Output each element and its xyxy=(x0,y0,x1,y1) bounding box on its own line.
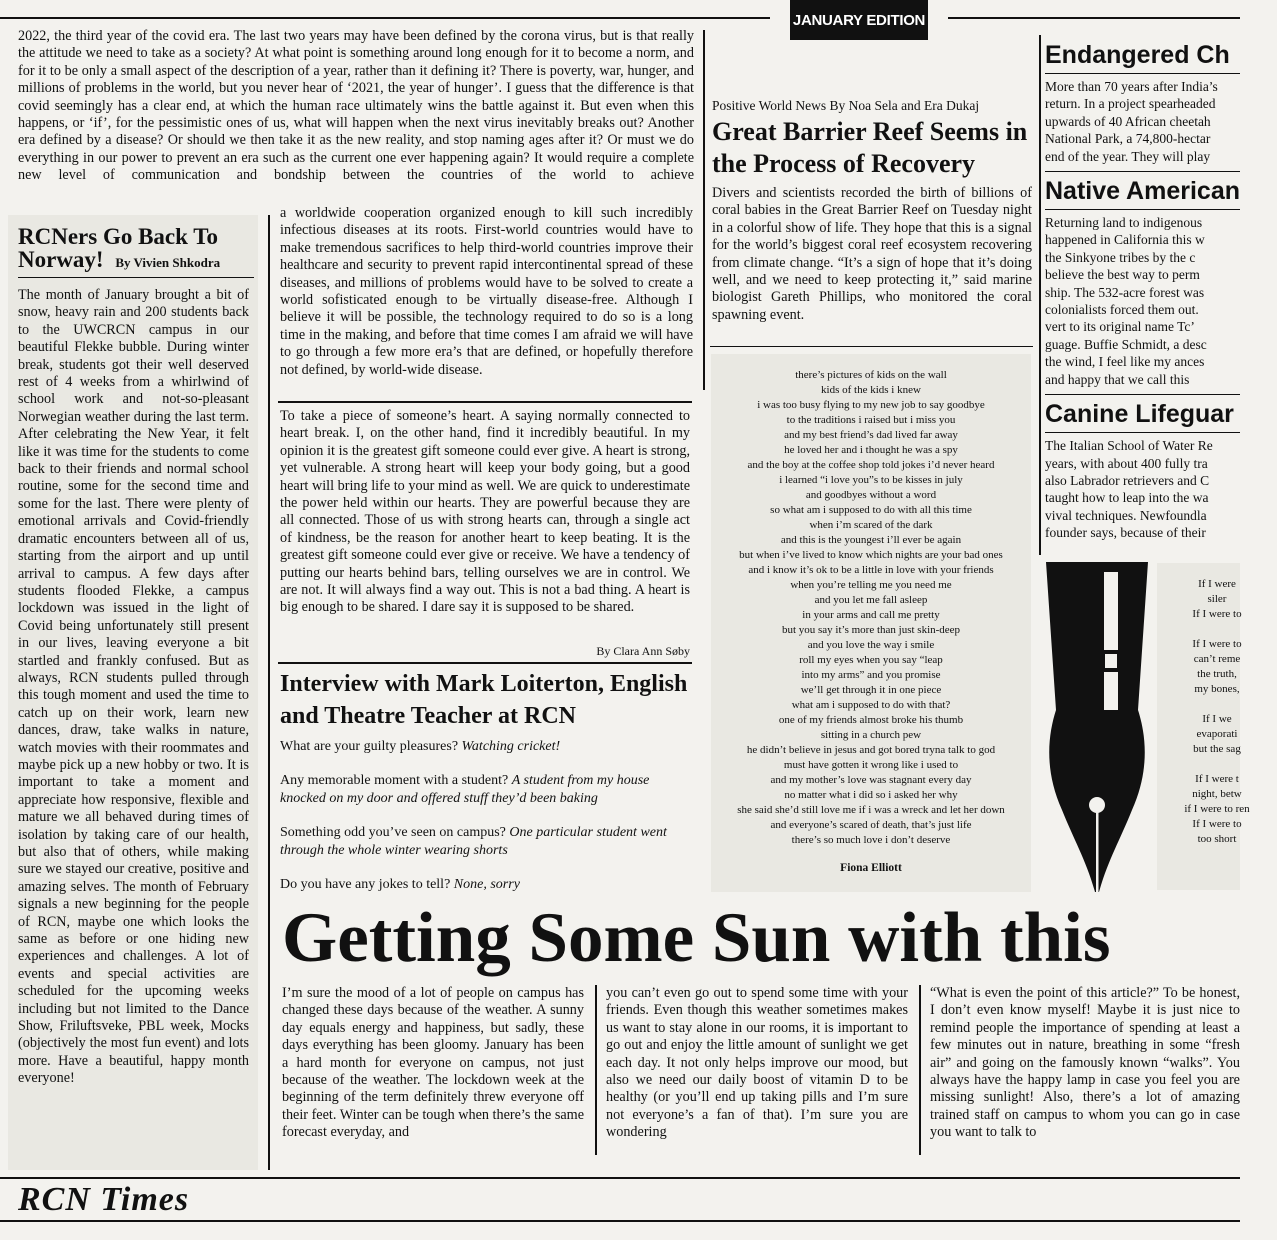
native-line: and happy that we call this xyxy=(1045,371,1190,387)
poem2-panel xyxy=(1157,563,1250,890)
rule-heart-top xyxy=(278,401,692,403)
poem-line: roll my eyes when you say “leap xyxy=(799,654,943,666)
rule-reef-bottom xyxy=(710,346,1033,347)
poem-line: and my mother’s love was stagnant every day xyxy=(770,774,972,786)
poem2-line: If I were to xyxy=(1192,608,1242,620)
cheetah-rule xyxy=(1045,73,1240,74)
reef-headline: Great Barrier Reef Seems in the Process of Recovery xyxy=(712,117,1028,178)
sun-col3: “What is even the point of this article?” To be honest, I don’t even know myself! Maybe it is just nice to remind people the importance of spending at least a few minutes out in nature, breathing in some “fresh air” and going on the famously known “walks”. You always have the happy lamp in case you feel you are missing sunlight! Also, there’s a lot of amazing trained staff on campus to whom you can go in case you want to talk to xyxy=(930,985,1240,1141)
poem2-line: my bones, xyxy=(1194,683,1240,695)
rule-interview-top xyxy=(278,662,692,664)
canine-line: vival techniques. Newfoundla xyxy=(1045,507,1207,523)
canine-body xyxy=(1045,437,1240,541)
canine-line: years, with about 400 fully tra xyxy=(1045,455,1208,471)
poem2-line xyxy=(1157,757,1277,772)
native-line: colonialists forced them out. xyxy=(1045,302,1199,318)
qa-item xyxy=(280,772,685,808)
divider-sun-2 xyxy=(919,985,921,1155)
poem-line: into my arms” and you promise xyxy=(801,669,941,681)
poem-line: and this is the youngest i’ll ever be again xyxy=(780,534,962,546)
poem2-line: but the sag xyxy=(1193,743,1241,755)
editorial-text: 2022, the third year of the covid era. The last two years may have been defined by the corona virus, but is that really the attitude we need to take as a society? At what point is something around long enough for it to become a norm, and for it to be only a small aspect of the description of a year, rather than it defining it? There is poverty, war, hunger, and millions of problems in the world, but you never hear of ‘2021, the year of hunger’. I guess that the difference is that covid seemingly has a clear end, at which the human race ultimately wins the battle against it. But even when this happens, or ‘if’, for the pessimistic ones of us, what will happen when the next virus inevitably breaks out? Another era defined by a disease? Or should we then take it as the new reality, and stop naming ages after it? Or must we do everything in our power to prevent an era such as the current one ever happening again? It would require a complete new level of communication and bondship between the countries of the world to achieve xyxy=(18,28,694,184)
interview-headline: Interview with Mark Loiterton, English and Theatre Teacher at RCN xyxy=(280,671,688,729)
canine-line: The Italian School of Water Re xyxy=(1045,438,1213,454)
poem-line: sitting in a church pew xyxy=(820,729,922,741)
native-rule xyxy=(1045,209,1240,210)
poem2-line: evaporati xyxy=(1196,728,1238,740)
native-line: ship. The 532-acre forest was xyxy=(1045,284,1205,300)
edition-label: JANUARY EDITION xyxy=(792,11,926,29)
native-line: the Sinkyone tribes by the c xyxy=(1045,249,1196,265)
top-rule-right xyxy=(948,17,1240,19)
poem-line: we’ll get through it in one piece xyxy=(800,684,942,696)
norway-panel xyxy=(8,215,258,1170)
canine-headline: Canine Lifeguar xyxy=(1045,400,1234,429)
poem-author: Fiona Elliott xyxy=(840,862,902,874)
divider-left-column xyxy=(268,215,270,1170)
fountain-pen-nib-icon xyxy=(1042,560,1152,900)
native-line: Returning land to indigenous xyxy=(1045,215,1203,231)
canine-rule xyxy=(1045,432,1240,433)
poem2-line: can’t reme xyxy=(1193,653,1241,665)
paper-name: RCN Times xyxy=(18,1181,190,1218)
divider-editorial-reef xyxy=(703,30,705,390)
qa-item xyxy=(280,824,670,860)
poem2-line: If I were xyxy=(1198,578,1236,590)
qa-question: Any memorable moment with a student? xyxy=(280,773,509,788)
poem-line: one of my friends almost broke his thumb xyxy=(778,714,964,726)
poem-line: in your arms and call me pretty xyxy=(802,609,940,621)
native-line: happened in California this w xyxy=(1045,232,1205,248)
cheetah-line: end of the year. They will play xyxy=(1045,148,1211,164)
qa-question: Do you have any jokes to tell? xyxy=(280,877,451,892)
poem-line: kids of the kids i knew xyxy=(821,384,921,396)
qa-answer: A student from my house knocked on my door and offered stuff they’d been baking xyxy=(280,773,650,806)
edition-badge xyxy=(790,0,928,40)
canine-line: also Labrador retrievers and C xyxy=(1045,472,1210,488)
norway-body: The month of January brought a bit of snow, heavy rain and 200 students back to the UWCRCN campus in our beautiful Flekke bubble. During winter break, students got their well deserved rest of 4 weeks from a whirlwind of school work and not-so-pleasant Norwegian weather during the last term. After celebrating the New Year, it felt like it was time for the students to come back to their friends and normal school routine, some for the second time and some for the last. There were plenty of emotional arrivals and Covid-friendly dramatic encounters between all of us, starting from the airport and up until arrival to campus. A few days after students flooded Flekke, a campus lockdown was issued in the light of Covid being unfortunately still present in our lives, leaving everyone a bit startled and frankly confused. But as always, RCN students pulled through this tough moment and used the time to catch up on their work, learn new dances, draw, take walks in nature, watch movies with their roommates and maybe pick up a new hobby or two. It is important to take a moment and appreciate how responsive, flexible and mature we all behaved during times of isolation by taking care of our health, but also that of others, while making sure we stayed our creative, positive and amazing selves. The month of February signals a new beginning for the people of RCN, maybe one which looks the same as before or one hiding new experiences and challenges. A lot of events and special activities are scheduled for the upcoming weeks including but not limited to the Dance Show, Friluftsveke, PBL week, Mocks (objectively the most fun event) and lots more. Have a beautiful, happy month everyone! xyxy=(18,287,249,1087)
poem-line: he loved her and i thought he was a spy xyxy=(784,444,958,456)
reef-body: Divers and scientists recorded the birth of billions of coral babies in the Great Barrier Reef on Tuesday night in a colorful show of life. They hope that this is a signal for the world’s biggest coral reef ecosystem recovering from climate change. “It’s a sign of hope that it’s doing well, and we need to keep protecting it,” said marine biologist Gareth Phillips, who monitored the coral spawning event. xyxy=(712,185,1032,323)
poem2-line: siler xyxy=(1207,593,1227,605)
cheetah-line: More than 70 years after India’s xyxy=(1045,79,1218,94)
poem-line: and you love the way i smile xyxy=(807,639,935,651)
poem-panel xyxy=(711,354,1031,892)
canine-line: founder says, because of their xyxy=(1045,525,1206,541)
interview-qa xyxy=(280,738,692,894)
qa-answer: Watching cricket! xyxy=(461,739,561,754)
qa-question: What are your guilty pleasures? xyxy=(280,739,459,754)
poem2-line: night, betw xyxy=(1192,788,1242,800)
sun-col2: you can’t even go out to spend some time with your friends. Even though this weather sometimes makes us want to stay alone in our rooms, it is important to go out and enjoy the little amount of sunlight we get each day. It not only helps improve our mood, but also we need our daily boost of vitamin D to be healthy (or you’ll end up taking pills and I’m sure not everyone’s a fan of that). I’m sure you are wondering xyxy=(606,985,908,1141)
poem-line: to the traditions i raised but i miss you xyxy=(786,414,956,426)
qa-answer: None, sorry xyxy=(453,877,520,892)
native-line: believe the best way to perm xyxy=(1045,267,1200,283)
poem2-line xyxy=(1157,697,1277,712)
poem-line: and goodbyes without a word xyxy=(805,489,937,501)
poem2-line: if I were to ren xyxy=(1184,803,1250,815)
heart-body: To take a piece of someone’s heart. A saying normally connected to heart break. I, on the other hand, find it incredibly beautiful. In my opinion it is the greatest gift someone could ever give. A heart is strong, yet vulnerable. A strong heart will keep your body going, but a good heart will bring life to your mind as well. We are quick to underestimate the power held within our hearts. They are powerful because they are all connected. Those of us with strong hearts can, through a single act of kindness, be the reason for another heart to keep beating. It is the greatest gift someone could ever give or receive. We have a tendency of putting our hearts behind bars, telling ourselves we are in control. We are not. It will always find a way out. This is not a bad thing. A heart is big enough to be shared. I dare say it is supposed to be shared. xyxy=(280,408,690,616)
poem2-line: the truth, xyxy=(1197,668,1237,680)
poem-line: must have gotten it wrong like i used to xyxy=(783,759,959,771)
poem-line: but when i’ve lived to know which nights are your bad ones xyxy=(739,549,1003,561)
norway-rule xyxy=(18,277,254,278)
poem-line: when i’m scared of the dark xyxy=(809,519,933,531)
poem-line: i was too busy flying to my new job to say goodbye xyxy=(757,399,985,411)
poem2-line: If I were t xyxy=(1195,773,1239,785)
native-headline: Native American xyxy=(1045,177,1240,206)
qa-answer: One particular student went through the whole winter wearing shorts xyxy=(280,825,667,858)
poem2-line: too short xyxy=(1197,833,1237,845)
native-line: the wind, I feel like my ances xyxy=(1045,354,1205,370)
poem2-line: If I were to xyxy=(1192,638,1242,650)
cheetah-line: return. In a project spearheaded xyxy=(1045,96,1216,112)
poem-line: he didn’t believe in jesus and got bored tryna talk to god xyxy=(746,744,996,756)
norway-headline-text: RCNers Go Back To Norway! xyxy=(18,224,218,272)
poem-line: no matter what i did so i asked her why xyxy=(784,789,958,801)
cheetah-body xyxy=(1045,78,1240,165)
cheetah-rule-bottom xyxy=(1045,171,1240,172)
cheetah-line: National Park, a 74,800-hectar xyxy=(1045,131,1211,147)
poem-line: i learned “i love you”s to be kisses in july xyxy=(779,474,963,486)
poem2-line: If I we xyxy=(1202,713,1232,725)
poem-line: but you say it’s more than just skin-deep xyxy=(781,624,961,636)
sun-col1: I’m sure the mood of a lot of people on campus has changed these days because of the weather. A sunny day equals energy and happiness, but sadly, these days everything has been gloomy. January has been a hard month for everyone on campus, not just because of the weather. The lockdown week at the beginning of the term definitely threw everyone off their feet. Winter can be tough when there’s the same forecast everyday, and xyxy=(282,985,584,1141)
poem2-line xyxy=(1157,622,1277,637)
poem-line: she said she’d still love me if i was a wreck and let her down xyxy=(737,804,1005,816)
poem-line: and you let me fall asleep xyxy=(814,594,928,606)
poem-line: there’s so much love i don’t deserve xyxy=(791,834,951,846)
poem-lines xyxy=(711,368,1031,848)
poem-line: and the boy at the coffee shop told jokes i’d never heard xyxy=(747,459,995,471)
qa-question: Something odd you’ve seen on campus? xyxy=(280,825,506,840)
cheetah-line: upwards of 40 African cheetah xyxy=(1045,113,1211,129)
qa-item xyxy=(280,738,692,756)
poem-line: there’s pictures of kids on the wall xyxy=(795,369,947,381)
divider-right-column xyxy=(1039,35,1041,555)
poem2-line: If I were to xyxy=(1192,818,1242,830)
top-rule-left xyxy=(0,17,770,19)
poem2-lines xyxy=(1157,577,1277,847)
heart-byline: By Clara Ann Søby xyxy=(596,644,690,658)
poem-line: and everyone’s scared of death, that’s just life xyxy=(770,819,972,831)
reef-kicker: Positive World News By Noa Sela and Era Dukaj xyxy=(712,98,980,113)
native-line: guage. Buffie Schmidt, a desc xyxy=(1045,336,1207,352)
poem-line: when you’re telling me you need me xyxy=(790,579,952,591)
qa-item xyxy=(280,876,692,894)
norway-headline xyxy=(18,225,254,274)
right-column xyxy=(1045,40,1240,560)
poem-line: what am i supposed to do with that? xyxy=(791,699,951,711)
poem-line: and i know it’s ok to be a little in love with your friends xyxy=(748,564,994,576)
footer-rule-top xyxy=(0,1177,1240,1179)
editorial-continued: a worldwide cooperation organized enough to kill such incredibly infectious diseases at its roots. First-world countries would have to make tremendous sacrifices to help third-world countries improve their healthcare and security to prevent rapid intercontinental spread of these diseases, and millions of problems would have to be solved to create a world sofisticated enough to be virtually disease-free. Although I believe it will be possible, the technology required to do so is a long time in the making, and before that time comes I am afraid we will have to go through a few more era’s that are defined, or hopefully therefore not defined, by world-wide disease. xyxy=(280,205,693,378)
native-rule-bottom xyxy=(1045,394,1240,395)
native-body xyxy=(1045,214,1240,388)
divider-sun-1 xyxy=(595,985,597,1155)
canine-line: taught how to leap into the wa xyxy=(1045,490,1209,506)
footer-rule-bottom xyxy=(0,1220,1240,1222)
poem-line: so what am i supposed to do with all this time xyxy=(770,504,972,516)
norway-byline: By Vivien Shkodra xyxy=(115,255,221,270)
sun-headline: Getting Some Sun with this xyxy=(282,899,1111,977)
poem-line: and my best friend’s dad lived far away xyxy=(784,429,958,441)
native-line: vert to its original name Tc’ xyxy=(1045,319,1195,335)
cheetah-headline: Endangered Ch xyxy=(1045,41,1230,69)
